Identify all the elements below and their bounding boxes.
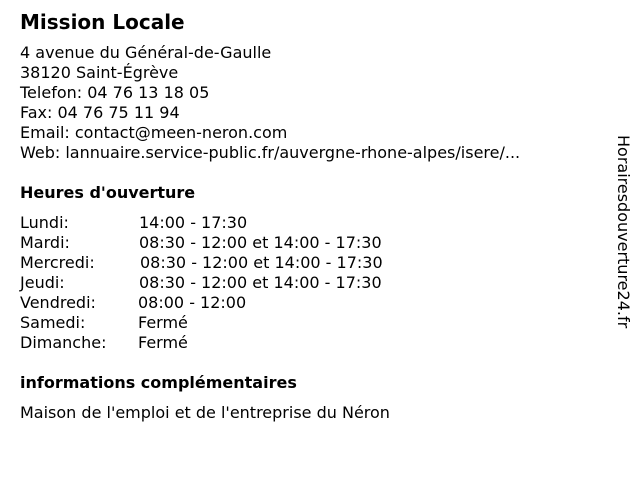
time-value: Fermé bbox=[138, 333, 188, 352]
info-heading: informations complémentaires bbox=[20, 373, 297, 392]
day-label: Dimanche: bbox=[20, 333, 107, 352]
phone-number: Telefon: 04 76 13 18 05 bbox=[20, 83, 210, 102]
address-city: 38120 Saint-Égrève bbox=[20, 63, 179, 82]
address-street: 4 avenue du Général-de-Gaulle bbox=[20, 43, 272, 62]
day-label: Lundi: bbox=[20, 213, 69, 232]
contact-block bbox=[20, 43, 520, 163]
time-value: 08:30 - 12:00 et 14:00 - 17:30 bbox=[140, 253, 383, 272]
time-value: 14:00 - 17:30 bbox=[139, 213, 248, 232]
day-label: Vendredi: bbox=[20, 293, 96, 312]
watermark-text: Horairesdouverture24.fr bbox=[614, 135, 633, 329]
fax-number: Fax: 04 76 75 11 94 bbox=[20, 103, 180, 122]
page-title: Mission Locale bbox=[20, 10, 185, 34]
time-value: 08:00 - 12:00 bbox=[138, 293, 247, 312]
day-label: Samedi: bbox=[20, 313, 86, 332]
info-text: Maison de l'emploi et de l'entreprise du Néron bbox=[20, 403, 390, 422]
day-label: Mercredi: bbox=[20, 253, 95, 272]
time-value: Fermé bbox=[138, 313, 188, 332]
site-watermark bbox=[613, 135, 633, 347]
day-label: Jeudi: bbox=[20, 273, 65, 292]
day-label: Mardi: bbox=[20, 233, 70, 252]
hours-heading: Heures d'ouverture bbox=[20, 183, 196, 202]
email-address: Email: contact@meen-neron.com bbox=[20, 123, 288, 142]
time-value: 08:30 - 12:00 et 14:00 - 17:30 bbox=[139, 233, 382, 252]
website-link: Web: lannuaire.service-public.fr/auvergne-rhone-alpes/isere/... bbox=[20, 143, 521, 162]
time-value: 08:30 - 12:00 et 14:00 - 17:30 bbox=[139, 273, 382, 292]
